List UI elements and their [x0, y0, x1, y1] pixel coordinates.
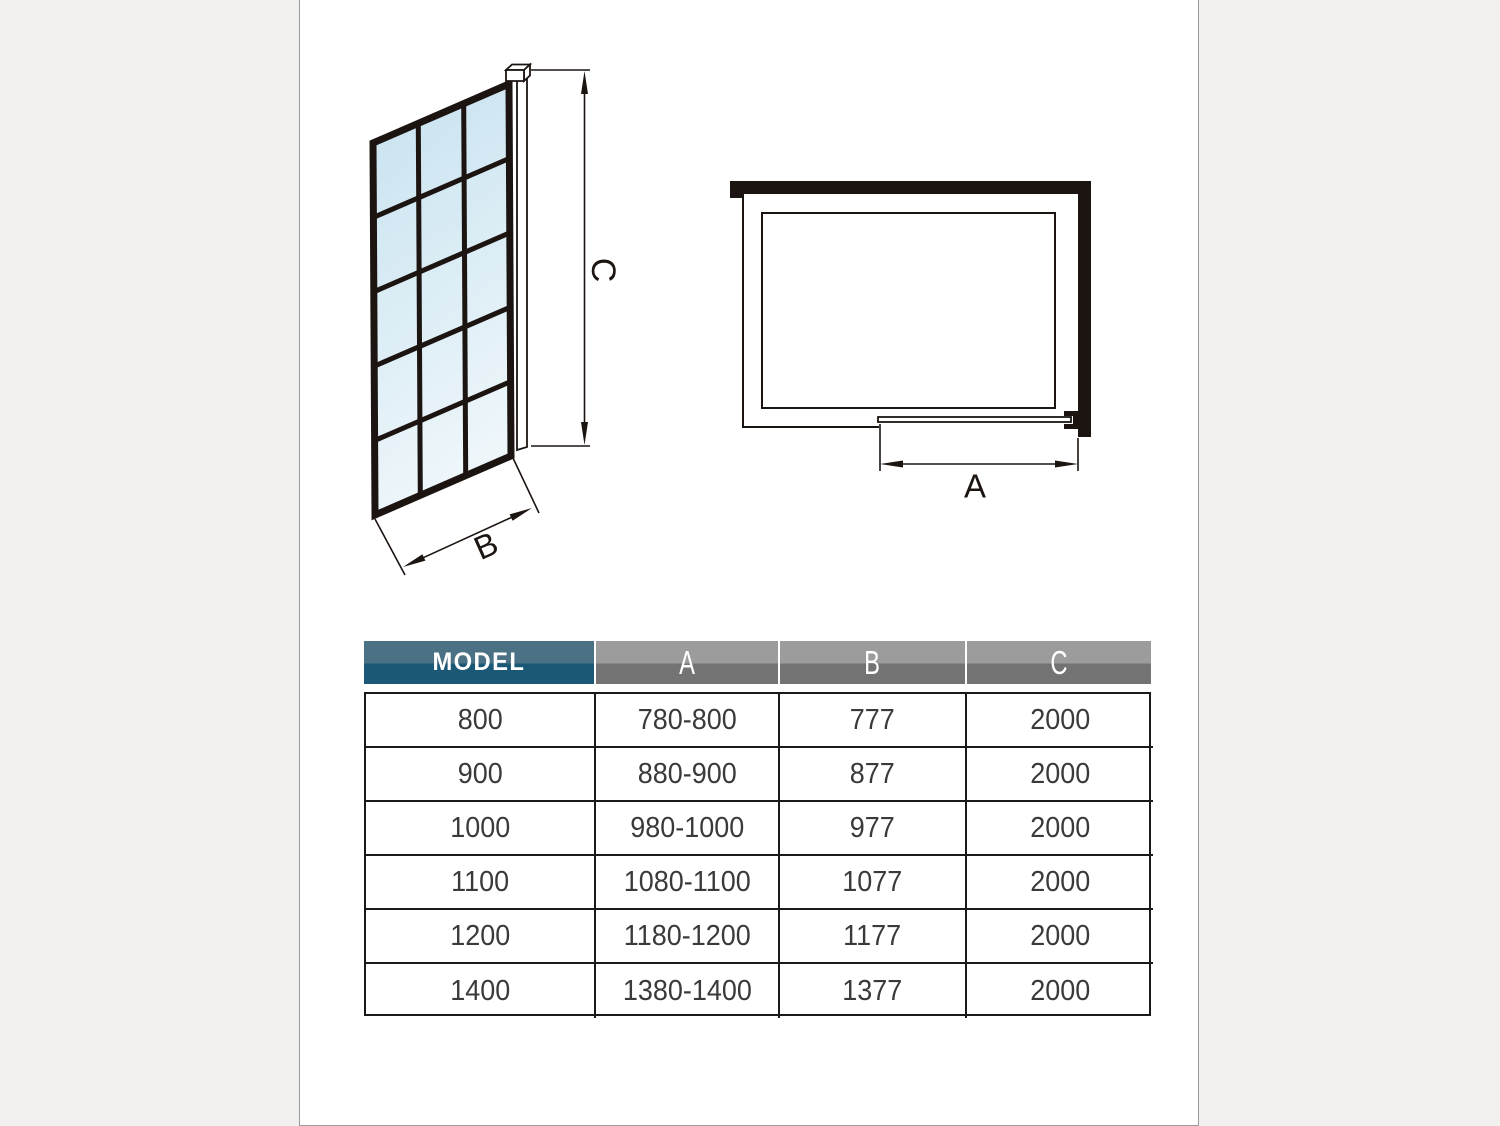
header-cell-a: A — [594, 641, 778, 684]
arrowhead-up — [581, 71, 588, 94]
cell-model: 900 — [366, 748, 596, 802]
front-view-diagram — [373, 65, 622, 576]
table-header-row — [364, 641, 1151, 684]
glass-screen-top — [878, 417, 1071, 422]
top-wall — [730, 181, 1090, 194]
glass-panel — [373, 84, 511, 515]
cell-model: 1100 — [366, 856, 596, 910]
arrowhead-left — [403, 554, 425, 567]
cell-b: 1377 — [780, 964, 967, 1018]
cell-model: 1000 — [366, 802, 596, 856]
cell-a: 1080-1100 — [596, 856, 780, 910]
cell-a: 1180-1200 — [596, 910, 780, 964]
cell-a: 780-800 — [596, 694, 780, 748]
cell-model: 1200 — [366, 910, 596, 964]
header-cell-b: B — [778, 641, 965, 684]
arrowhead-down — [581, 422, 588, 445]
right-wall — [1078, 181, 1091, 437]
cell-c: 2000 — [1029, 974, 1090, 1007]
cell-b: 977 — [780, 802, 967, 856]
dimension-c — [531, 70, 590, 446]
top-wall-end-step — [730, 194, 744, 198]
arrowhead-left — [880, 461, 903, 468]
dimension-label-b: B — [468, 524, 504, 567]
cell-b: 1177 — [780, 910, 967, 964]
top-view-diagram — [730, 181, 1091, 505]
header-cell-c: C — [965, 641, 1151, 684]
cell-c: 2000 — [967, 694, 1153, 748]
arrowhead-right — [510, 508, 532, 521]
dimension-a — [880, 424, 1078, 471]
cell-b: 777 — [780, 694, 967, 748]
dimension-label-c: C — [584, 257, 623, 283]
cell-model: 800 — [366, 694, 596, 748]
wall-profile — [517, 79, 527, 450]
cell-b: 877 — [780, 748, 967, 802]
cell-a: 980-1000 — [596, 802, 780, 856]
cell-c: 2000 — [967, 910, 1153, 964]
tray-outline — [743, 194, 879, 427]
cell-a: 880-900 — [596, 748, 780, 802]
tray-inner-outline — [762, 213, 1055, 408]
cell-a: 1380-1400 — [596, 964, 780, 1018]
size-spec-table — [364, 641, 1151, 1007]
cell-b: 1077 — [780, 856, 967, 910]
header-cell-model: MODEL — [364, 641, 594, 684]
cell-c: 2000 — [967, 856, 1153, 910]
profile-top-cap — [506, 65, 530, 82]
cell-c: 2000 — [967, 802, 1153, 856]
table-body — [364, 692, 1151, 1016]
arrowhead-right — [1055, 461, 1078, 468]
cell-model: 1400 — [366, 964, 596, 1018]
dimension-label-a: A — [963, 467, 987, 505]
cell-c: 2000 — [967, 748, 1153, 802]
